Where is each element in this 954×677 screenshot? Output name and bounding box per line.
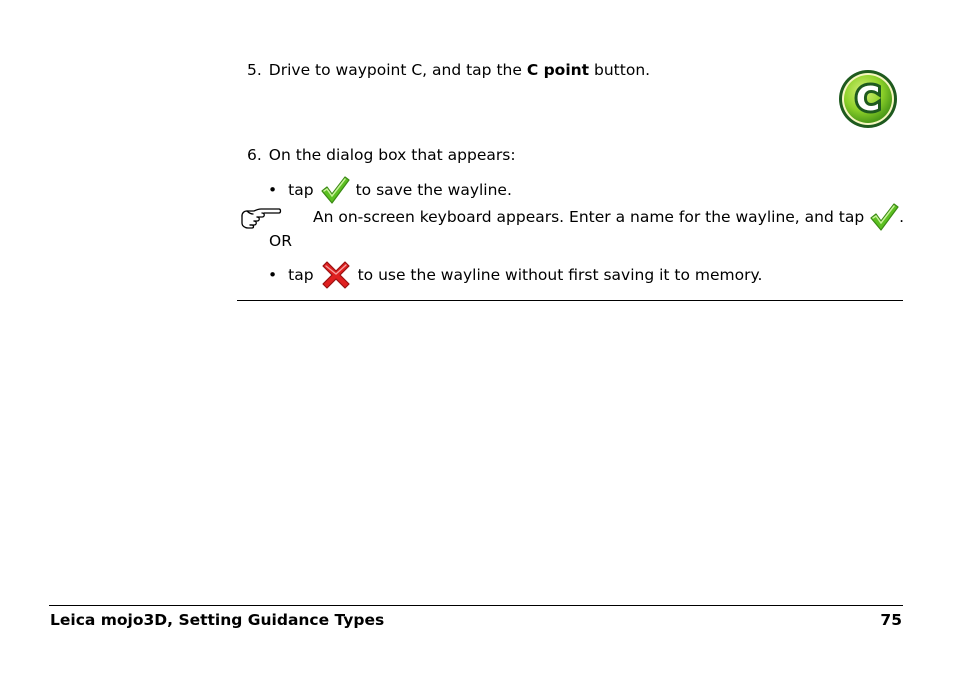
footer-divider: [49, 605, 903, 606]
page-number: 75: [880, 611, 902, 629]
step-5-text: [269, 60, 650, 80]
bullet-no-save-tap: tap: [288, 266, 314, 284]
bullet-save-tap: tap: [288, 181, 314, 199]
c-point-label: C point: [526, 61, 590, 79]
c-point-button-icon: [837, 68, 899, 130]
cross-icon: [320, 259, 352, 291]
bullet-no-save-dot: •: [268, 266, 278, 284]
c-point-letter: C: [855, 79, 881, 118]
step-6-number: 6.: [247, 146, 262, 164]
step-5: [247, 60, 650, 80]
c-point-icon: [837, 68, 899, 130]
section-divider: [237, 300, 903, 301]
checkmark-icon: [320, 175, 350, 205]
note-text: An on-screen keyboard appears. Enter a name for the wayline, and tap: [313, 208, 865, 226]
bullet-no-save-text: to use the wayline without first saving it to memory.: [357, 266, 763, 284]
pointing-hand-icon: [240, 207, 282, 231]
bullet-save: [268, 175, 512, 205]
bullet-save-text: to save the wayline.: [355, 181, 512, 199]
checkmark-icon: [869, 202, 899, 232]
or-text: OR: [269, 232, 292, 250]
step-5-text-after: button.: [589, 61, 651, 79]
step-6-text: On the dialog box that appears:: [268, 146, 516, 164]
step-5-text-before: Drive to waypoint C, and tap the: [268, 61, 527, 79]
note-end: .: [899, 208, 905, 226]
step-5-number: 5.: [247, 61, 262, 79]
step-6: [247, 145, 516, 165]
note: [313, 202, 904, 232]
bullet-save-dot: •: [268, 181, 278, 199]
bullet-no-save: [268, 259, 762, 291]
footer-title: Leica mojo3D, Setting Guidance Types: [50, 611, 385, 629]
